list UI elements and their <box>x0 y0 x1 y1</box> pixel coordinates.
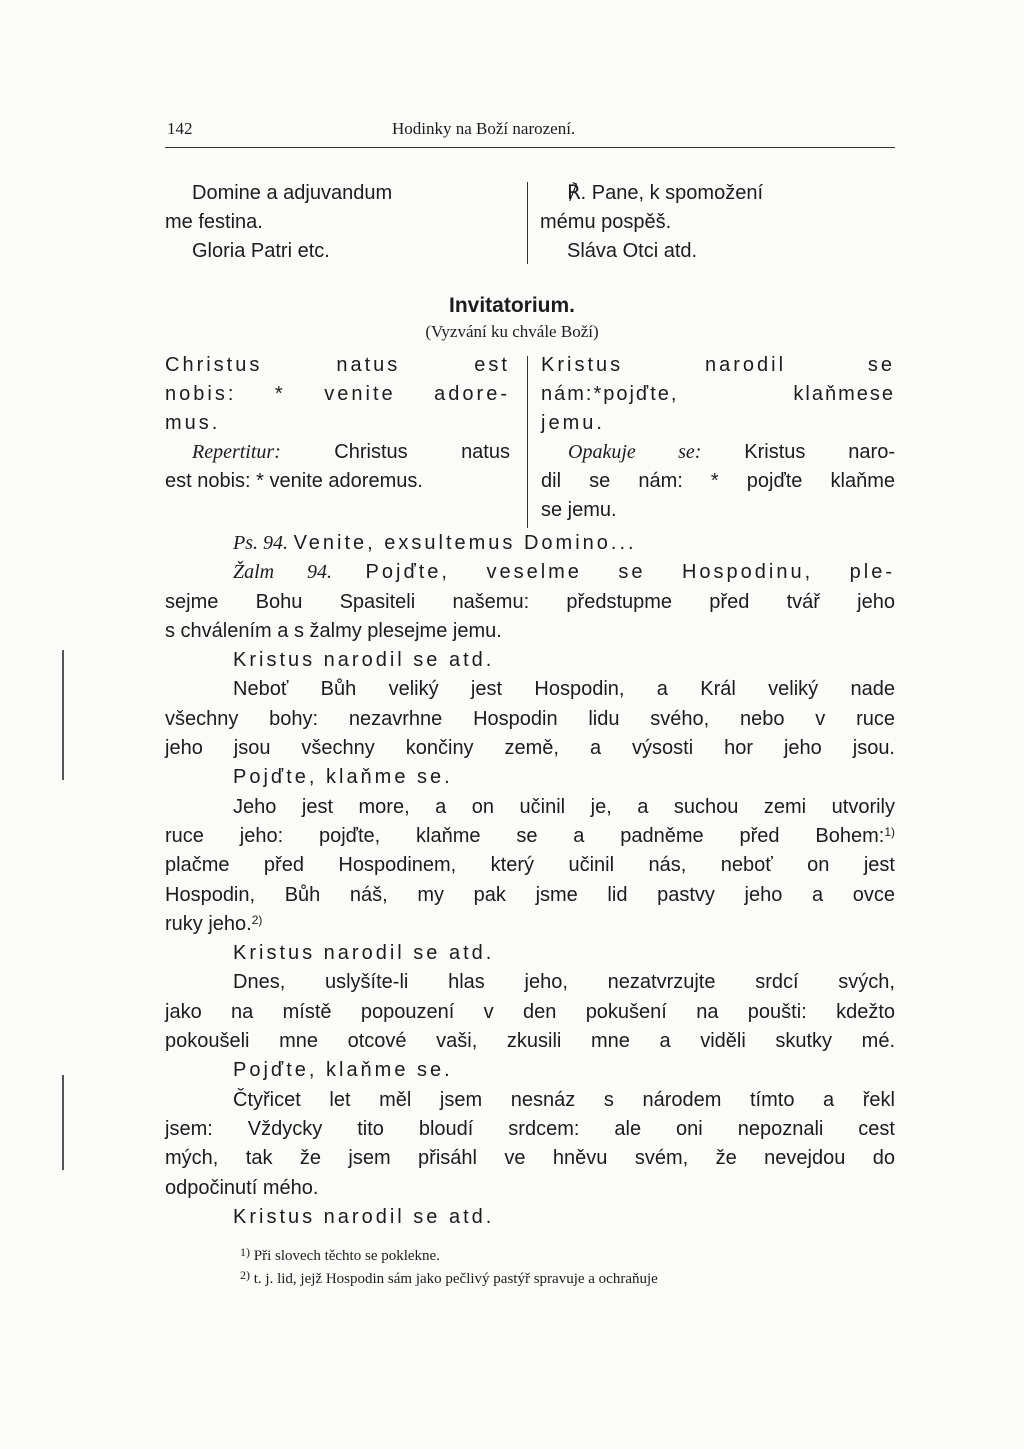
footnote-mark: 2) <box>251 912 263 927</box>
versicle-latin <box>165 179 505 266</box>
versicle-czech <box>540 179 895 266</box>
header-rule <box>165 147 895 148</box>
psalm-line: Dnes, uslyšíte-li hlas jeho, nezatvrzujte srdcí svých, <box>233 971 895 994</box>
psalm-line: pokoušeli mne otcové vaši, zkusili mne a viděli skutky mé. <box>165 1030 895 1053</box>
antiphon-latin-line: nobis: * venite adore- <box>165 383 510 405</box>
repeat-label: Repertitur: <box>192 441 281 463</box>
footnote-text: t. j. lid, jejž Hospodin sám jako pečlivý pastýř spravuje a ochraňuje <box>253 1271 658 1287</box>
psalm-line: Jeho jest more, a on učinil je, a suchou zemi utvorily <box>233 795 895 818</box>
versicle-czech-line: ℟. Pane, k spomožení <box>567 182 764 204</box>
refrain: Pojďte, klaňme se. <box>233 766 453 789</box>
ps-label: Ps. 94. <box>233 532 288 554</box>
antiphon-czech-line: dil se nám: * pojďte klaňme <box>541 470 895 492</box>
psalm-line: s chválením a s žalmy plesejme jemu. <box>165 619 502 642</box>
antiphon-latin <box>165 351 510 496</box>
zalm-first-line <box>165 558 895 587</box>
antiphon-latin-line: mus. <box>165 412 221 434</box>
refrain: Kristus narodil se atd. <box>233 1205 495 1228</box>
footnote-1 <box>240 1245 658 1268</box>
zalm-line-text: Pojďte, veselme se Hospodinu, ple- <box>365 561 895 584</box>
antiphon-czech <box>541 351 895 525</box>
psalm-line-with-note <box>165 822 895 851</box>
antiphon-czech-repeat <box>541 438 895 467</box>
psalm-line: mých, tak že jsem přisáhl ve hněvu svém, že nevejdou do <box>165 1147 895 1170</box>
running-title: Hodinky na Boží narození. <box>392 119 576 138</box>
antiphon-latin-repeat <box>165 438 510 467</box>
psalm-line: jsem: Vždycky tito bloudí srdcem: ale oni nepoznali cest <box>165 1117 895 1140</box>
refrain: Kristus narodil se atd. <box>233 649 495 672</box>
antiphon-latin-line: Christus natus est <box>165 354 510 376</box>
antiphon-czech-line: nám:*pojďte, klaňmese <box>541 383 895 405</box>
refrain: Kristus narodil se atd. <box>233 942 495 965</box>
repeat-text: Christus natus <box>334 441 510 463</box>
footnote-text: Při slovech těchto se poklekne. <box>253 1248 440 1264</box>
versicle-latin-line: me festina. <box>165 211 263 233</box>
section-subtitle: (Vyzvání ku chvále Boží) <box>425 322 599 341</box>
column-divider <box>527 182 528 264</box>
psalm-line: Hospodin, Bůh náš, my pak jsme lid pastvy jeho a ovce <box>165 883 895 906</box>
footnote-2 <box>240 1268 658 1291</box>
psalm-text <box>165 529 895 1232</box>
repeat-text: Kristus naro- <box>744 441 895 463</box>
versicle-latin-line: Gloria Patri etc. <box>192 240 330 262</box>
antiphon-latin-line: est nobis: * venite adoremus. <box>165 470 423 492</box>
versicle-czech-line: mému pospěš. <box>540 211 672 233</box>
footnotes <box>240 1245 658 1291</box>
antiphon-czech-line: se jemu. <box>541 499 617 521</box>
psalm-line: plačme před Hospodinem, který učinil nás, neboť on jest <box>165 854 895 877</box>
psalm-incipit <box>165 529 895 558</box>
psalm-line: jeho jsou všechny končiny země, a výsosti hor jeho jsou. <box>165 737 895 760</box>
scan-edge-mark <box>62 1075 64 1170</box>
section-title: Invitatorium. <box>448 294 575 317</box>
footnote-mark: 2) <box>240 1268 250 1282</box>
psalm-line: Čtyřicet let měl jsem nesnáz s národem tímto a řekl <box>233 1088 895 1111</box>
versicle-czech-line: Sláva Otci atd. <box>567 240 698 262</box>
ps-incipit-text: Venite, exsultemus Domino... <box>293 532 637 554</box>
footnote-mark: 1) <box>884 824 895 839</box>
zalm-label: Žalm 94. <box>233 561 333 584</box>
column-divider <box>527 356 528 528</box>
psalm-line-with-note <box>165 910 895 939</box>
psalm-line: odpočinutí mého. <box>165 1176 319 1199</box>
psalm-line: jako na místě popouzení v den pokušení na poušti: kdežto <box>165 1000 895 1023</box>
repeat-label: Opakuje se: <box>568 441 702 463</box>
psalm-line: Neboť Bůh veliký jest Hospodin, a Král veliký nade <box>233 678 895 701</box>
psalm-line: všechny bohy: nezavrhne Hospodin lidu svého, nebo v ruce <box>165 707 895 730</box>
scan-edge-mark <box>62 650 64 780</box>
page-number: 142 <box>167 119 193 138</box>
refrain: Pojďte, klaňme se. <box>233 1059 453 1082</box>
versicle-latin-line: Domine a adjuvandum <box>192 182 393 204</box>
psalm-line: sejme Bohu Spasiteli našemu: předstupme před tvář jeho <box>165 590 895 613</box>
psalm-line-text: ruce jeho: pojďte, klaňme se a padněme před Bohem: <box>165 824 885 847</box>
psalm-line-text: ruky jeho. <box>165 912 252 935</box>
antiphon-czech-line: jemu. <box>541 412 605 434</box>
footnote-mark: 1) <box>240 1245 250 1259</box>
antiphon-czech-line: Kristus narodil se <box>541 354 895 376</box>
